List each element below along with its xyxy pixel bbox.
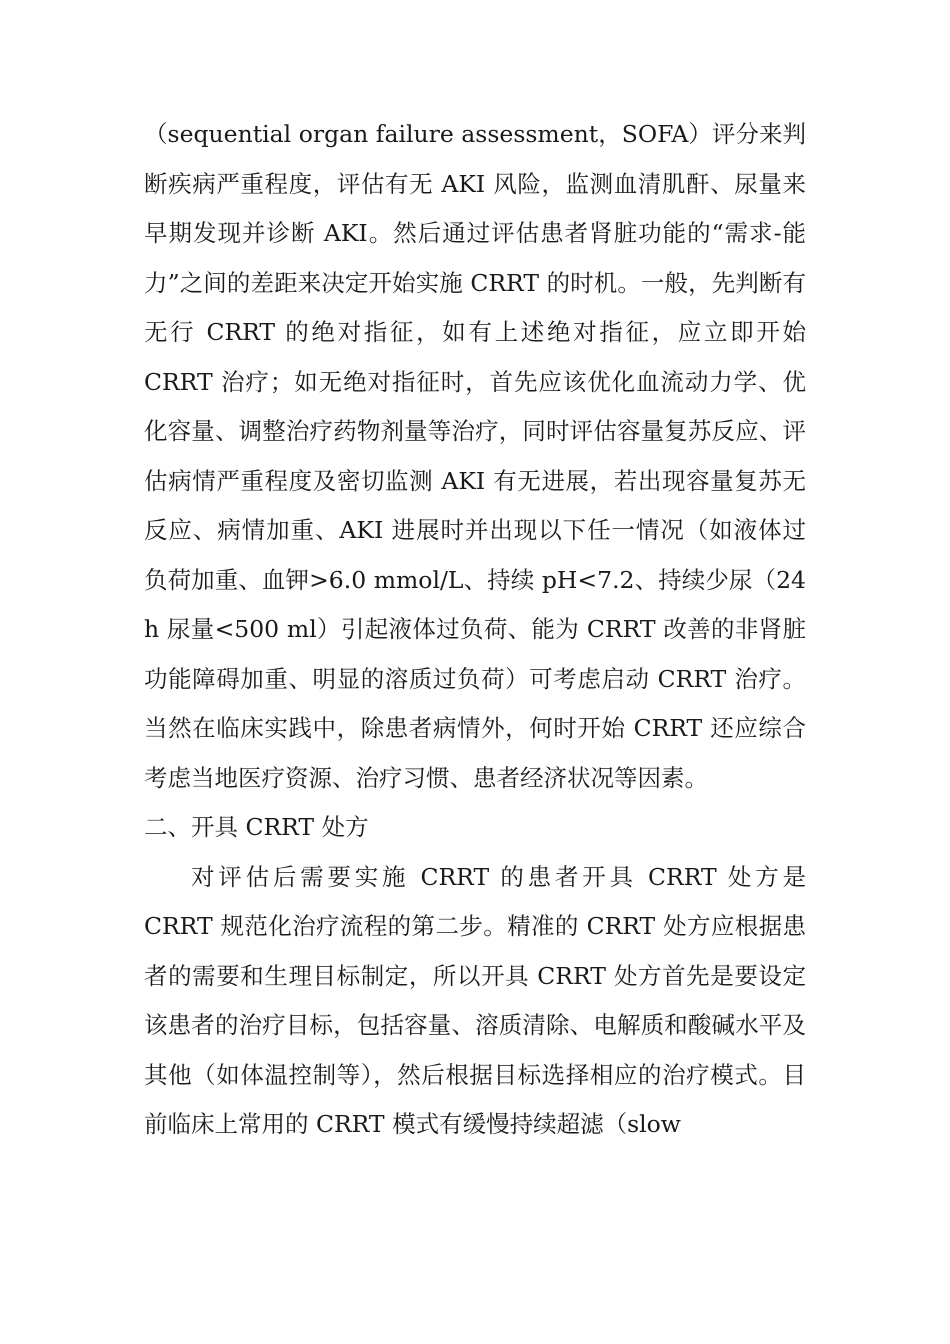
section-heading: 二、开具 CRRT 处方 (144, 813, 369, 841)
document-page (144, 110, 806, 1150)
body-paragraph: 对评估后需要实施 CRRT 的患者开具 CRRT 处方是 CRRT 规范化治疗流程的第二步。精准的 CRRT 处方应根据患者的需要和生理目标制定，所以开具 CRRT 处方首先是要设定该患者的治疗目标，包括容量、溶质清除、电解质和酸碱水平及其他（如体温控制等），然后根据目标选择相应的治疗模式。目前临床上常用的 CRRT 模式有缓慢持续超滤（slow (144, 862, 806, 1138)
body-paragraph-continued: （sequential organ failure assessment，SOFA）评分来判断疾病严重程度，评估有无 AKI 风险，监测血清肌酐、尿量来早期发现并诊断 AKI。然后通过评估患者肾脏功能的“需求-能力”之间的差距来决定开始实施 CRRT 的时机。一般，先判断有无行 CRRT 的绝对指征，如有上述绝对指征，应立即开始 CRRT 治疗；如无绝对指征时，首先应该优化血流动力学、优化容量、调整治疗药物剂量等治疗，同时评估容量复苏反应、评估病情严重程度及密切监测 AKI 有无进展，若出现容量复苏无反应、病情加重、AKI 进展时并出现以下任一情况（如液体过负荷加重、血钾>6.0 mmol/L、持续 pH<7.2、持续少尿（24 h 尿量<500 ml）引起液体过负荷、能为 CRRT 改善的非肾脏功能障碍加重、明显的溶质过负荷）可考虑启动 CRRT 治疗。当然在临床实践中，除患者病情外，何时开始 CRRT 还应综合考虑当地医疗资源、治疗习惯、患者经济状况等因素。 (144, 120, 806, 792)
